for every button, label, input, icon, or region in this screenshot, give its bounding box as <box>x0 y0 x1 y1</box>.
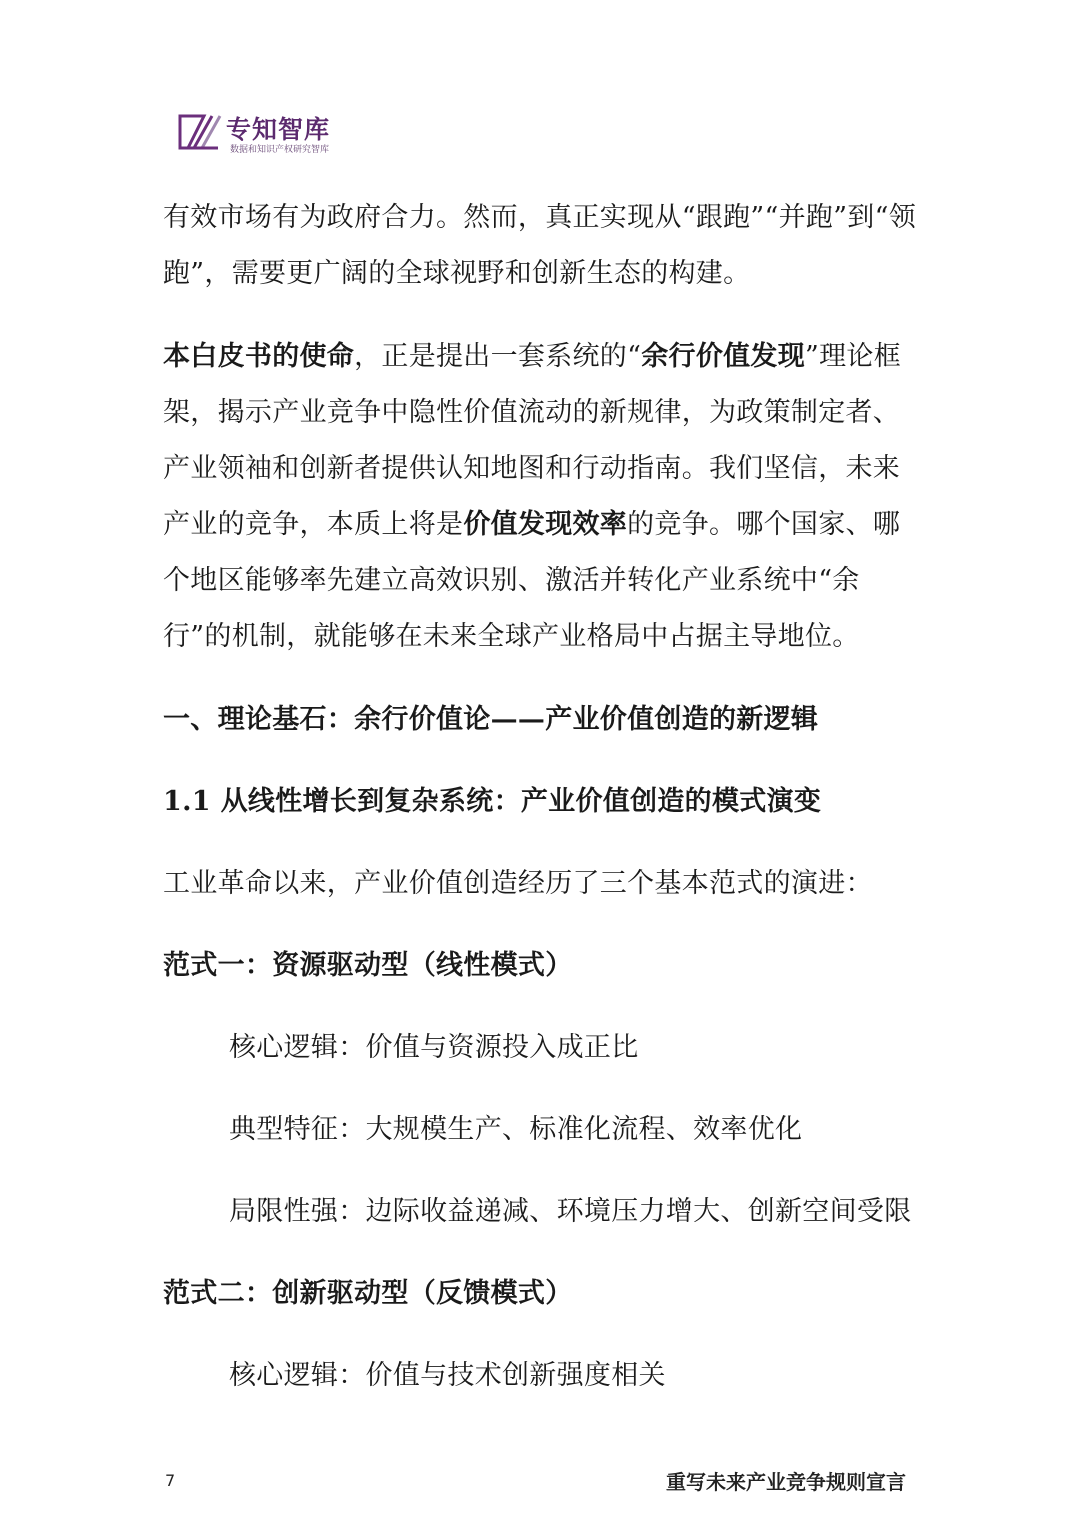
paradigm-1-item: 核心逻辑：价值与资源投入成正比 <box>229 1032 639 1063</box>
text-span-1: ，正是提出一套系统的“ <box>354 341 642 372</box>
paradigm-2-item: 核心逻辑：价值与技术创新强度相关 <box>229 1360 666 1391</box>
logo-subtitle: 数据和知识产权研究智库 <box>230 145 330 155</box>
subsection-heading: 1.1 从线性增长到复杂系统：产业价值创造的模式演变 <box>163 786 822 817</box>
text-span-3: 的竞争。哪个国家、哪个地区能够率先建立高效识别、激活并转化产业系统中“余行”的机制，就能够在未来全球产业格局中占据主导地位。 <box>163 509 901 652</box>
footer-doc-title: 重写未来产业竞争规则宣言 <box>666 1470 906 1494</box>
document-body <box>163 190 923 1430</box>
bold-efficiency: 价值发现效率 <box>463 509 628 540</box>
paragraph-1: 有效市场有为政府合力。然而，真正实现从“跟跑”“并跑”到“领跑”，需要更广阔的全球视野和创新生态的构建。 <box>163 202 917 289</box>
text-span-2: ”理论框架，揭示产业竞争中隐性价值流动的新规律，为政策制定者、产业领袖和创新者提供认知地图和行动指南。我们坚信，未来产业的竞争，本质上将是 <box>163 341 902 540</box>
paradigm-2-title: 范式二：创新驱动型（反馈模式） <box>163 1278 573 1309</box>
logo-name: 专知智库 <box>226 115 331 144</box>
intro-paragraph: 工业革命以来，产业价值创造经历了三个基本范式的演进： <box>163 868 873 899</box>
paradigm-1-item: 典型特征：大规模生产、标准化流程、效率优化 <box>229 1114 803 1145</box>
paragraph-2 <box>163 329 923 665</box>
bold-yuhang: 余行价值发现 <box>641 341 806 372</box>
logo-mark-icon <box>178 112 222 152</box>
bold-mission: 本白皮书的使命 <box>163 341 355 372</box>
paradigm-1-title: 范式一：资源驱动型（线性模式） <box>163 950 573 981</box>
section-heading: 一、理论基石：余行价值论——产业价值创造的新逻辑 <box>163 704 819 735</box>
paradigm-1-item: 局限性强：边际收益递减、环境压力增大、创新空间受限 <box>229 1196 912 1227</box>
logo <box>178 108 378 158</box>
page-number: 7 <box>165 1471 176 1490</box>
